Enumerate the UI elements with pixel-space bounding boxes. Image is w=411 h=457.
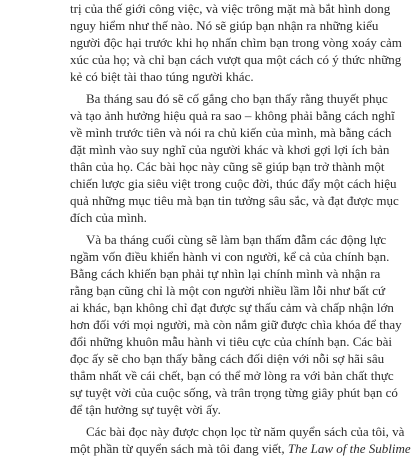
- line-text: người độc hại trước khi họ nhấn chìm bạn trong vòng xoáy cảm: [70, 35, 402, 50]
- text-line: [0, 423, 405, 440]
- paragraph-1: [0, 0, 400, 85]
- text-line: [0, 316, 400, 333]
- line-text: và tạo ảnh hưởng hiệu quả ra sao – không phải bằng cách nghĩ: [70, 108, 395, 123]
- text-line: [0, 367, 400, 384]
- line-text: xúc của họ; và chỉ bạn cách vượt qua một cách có ý thức những: [70, 52, 402, 67]
- line-text: hơn đối với mọi người, mà còn nắm giữ được chìa khóa để thay: [70, 317, 402, 332]
- text-line: [0, 51, 400, 68]
- text-line: [0, 209, 400, 226]
- text-line: [0, 175, 400, 192]
- text-line: [0, 248, 400, 265]
- text-line: [0, 282, 400, 299]
- text-line: [0, 401, 400, 418]
- line-text: nguy hiểm như thế nào. Nó sẽ giúp bạn nhận ra những kiểu: [70, 18, 379, 33]
- line-text: đích của mình.: [70, 210, 147, 225]
- line-text: một phần từ quyển sách mà tôi đang viết, The Law of the Sublime: [70, 441, 411, 456]
- line-text: để tận hưởng sự tuyệt vời ấy.: [70, 402, 221, 417]
- line-text: thân của họ. Các bài học này cũng sẽ giúp bạn trở thành một: [70, 159, 385, 174]
- line-text: đặt mình vào suy nghĩ của người khác và khơi gợi lợi ích bản: [70, 142, 390, 157]
- line-text: trị của thế giới công việc, và việc trông mặt mà bắt hình dong: [70, 1, 391, 16]
- line-text: ngầm vốn điều khiển hành vi con người, kể cả của chính bạn.: [70, 249, 390, 264]
- line-text: kẻ có biệt tài thao túng người khác.: [70, 69, 254, 84]
- text-line: [0, 124, 400, 141]
- line-text: Và ba tháng cuối cùng sẽ làm bạn thấm đẫm các động lực: [86, 232, 387, 247]
- text-line: [0, 333, 400, 350]
- line-text: quả những mục tiêu mà bạn tin tưởng sâu sắc, và đạt được mục: [70, 193, 399, 208]
- paragraph-2: [0, 90, 400, 226]
- text-line: [0, 107, 400, 124]
- line-text: rằng bạn cũng chỉ là một con người nhiều lầm lỗi như bất cứ: [70, 283, 386, 298]
- text-line: [0, 192, 400, 209]
- paragraph-3: [0, 231, 400, 418]
- paragraph-4: [0, 423, 411, 457]
- text-line: [0, 299, 400, 316]
- text-line: [0, 141, 400, 158]
- text-line: [0, 34, 400, 51]
- text-line: [0, 90, 400, 107]
- line-text: Bằng cách khiến bạn phải tự nhìn lại chính mình và nhận ra: [70, 266, 381, 281]
- line-text: ai khác, bạn không chỉ đạt được sự thấu cảm và chấp nhận lớn: [70, 300, 394, 315]
- text-line: [0, 384, 400, 401]
- line-text: thẳm nhất về cái chết, bạn có thể mở lòng ra với bản chất thực: [70, 368, 394, 383]
- line-text: Các bài đọc này được chọn lọc từ năm quyển sách của tôi, và: [86, 424, 405, 439]
- text-line: [0, 17, 400, 34]
- text-line: [0, 158, 400, 175]
- text-line: [0, 265, 400, 282]
- line-text: về mình trước tiên và nói ra chủ kiến của mình, mà bằng cách: [70, 125, 392, 140]
- text-line: [0, 0, 400, 17]
- line-text: chiến lược gia siêu việt trong cuộc đời, thúc đẩy một cách hiệu: [70, 176, 397, 191]
- line-text: đổi những khuôn mẫu hành vi tiêu cực của chính bạn. Các bài: [70, 334, 393, 349]
- line-text: Ba tháng sau đó sẽ cố gắng cho bạn thấy rằng thuyết phục: [86, 91, 388, 106]
- text-line: [0, 231, 400, 248]
- text-line: [0, 68, 400, 85]
- text-line: [0, 440, 411, 457]
- line-text: đọc ấy sẽ cho bạn thấy bằng cách đối diện với nỗi sợ hãi sâu: [70, 351, 385, 366]
- line-text: sự tuyệt vời của cuộc sống, và trân trọng từng giây phút bạn có: [70, 385, 398, 400]
- text-line: [0, 350, 400, 367]
- book-title: The Law of the Sublime: [287, 441, 411, 456]
